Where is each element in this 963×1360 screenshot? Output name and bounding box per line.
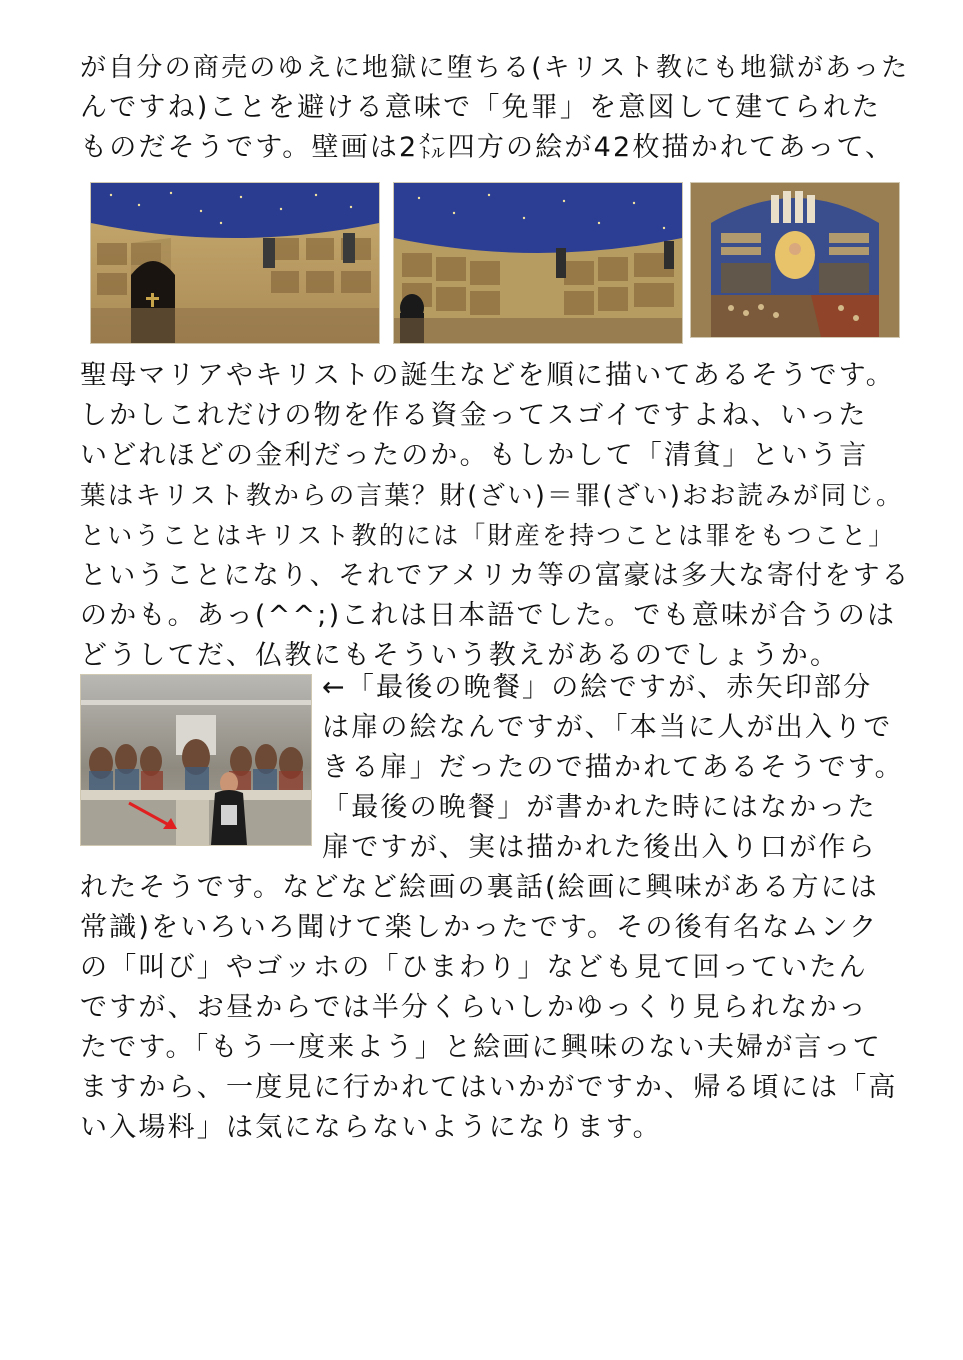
text-line: の「叫び」やゴッホの「ひまわり」なども見て回っていたん [80,952,868,983]
caption-line: きる扉」だったので描かれてあるそうです。 [322,752,904,783]
text-line: れたそうです。などなど絵画の裏話(絵画に興味がある方には [80,872,879,903]
last-supper-photo [80,674,312,846]
text-line: どうしてだ、仏教にもそういう教えがあるのでしょうか。 [80,640,840,671]
caption-line: は扉の絵なんですが、「本当に人が出入りで [322,712,893,743]
caption-line: 「最後の晩餐」が書かれた時にはなかった [322,792,877,823]
text-line: んですね)ことを避ける意味で「免罪」を意図して建てられた [80,92,882,123]
text-line: ますから、一度見に行かれてはいかがですか、帰る頃には「高 [80,1072,898,1103]
text-line: ということになり、それでアメリカ等の富豪は多大な寄付をする [80,560,911,591]
text-line: しかしこれだけの物を作る資金ってスゴイですよね、いった [80,400,868,431]
chapel-interior-photo-2 [393,182,683,344]
text-line: 聖母マリアやキリストの誕生などを順に描いてあるそうです。 [80,360,895,391]
chapel-interior-photo-1 [90,182,380,344]
text-line: いどれほどの金利だったのか。もしかして「清貧」という言 [80,440,869,471]
text-line: 常識)をいろいろ聞けて楽しかったです。その後有名なムンク [80,912,879,943]
caption-line: ←「最後の晩餐」の絵ですが、赤矢印部分 [322,672,873,703]
last-judgement-wall-photo [690,182,900,338]
text-line: ものだそうです。壁画は2㍍四方の絵が42枚描かれてあって、 [80,132,895,163]
text-line: たです。「もう一度来よう」と絵画に興味のない夫婦が言って [80,1032,882,1063]
text-line: が自分の商売のゆえに地獄に堕ちる(キリスト教にも地獄があった [80,53,910,83]
text-line: 葉はキリスト教からの言葉？財(ざい)＝罪(ざい)おお読みが同じ。 [80,481,904,511]
text-line: のかも。あっ(^^;)これは日本語でした。でも意味が合うのは [80,600,897,631]
text-line: い入場料」は気にならないようになります。 [80,1112,662,1143]
text-line: ということはキリスト教的には「財産を持つことは罪をもつこと」 [80,521,896,550]
text-line: ですが、お昼からでは半分くらいしかゆっくり見られなかっ [80,992,868,1023]
caption-line: 扉ですが、実は描かれた後出入り口が作ら [322,832,877,863]
